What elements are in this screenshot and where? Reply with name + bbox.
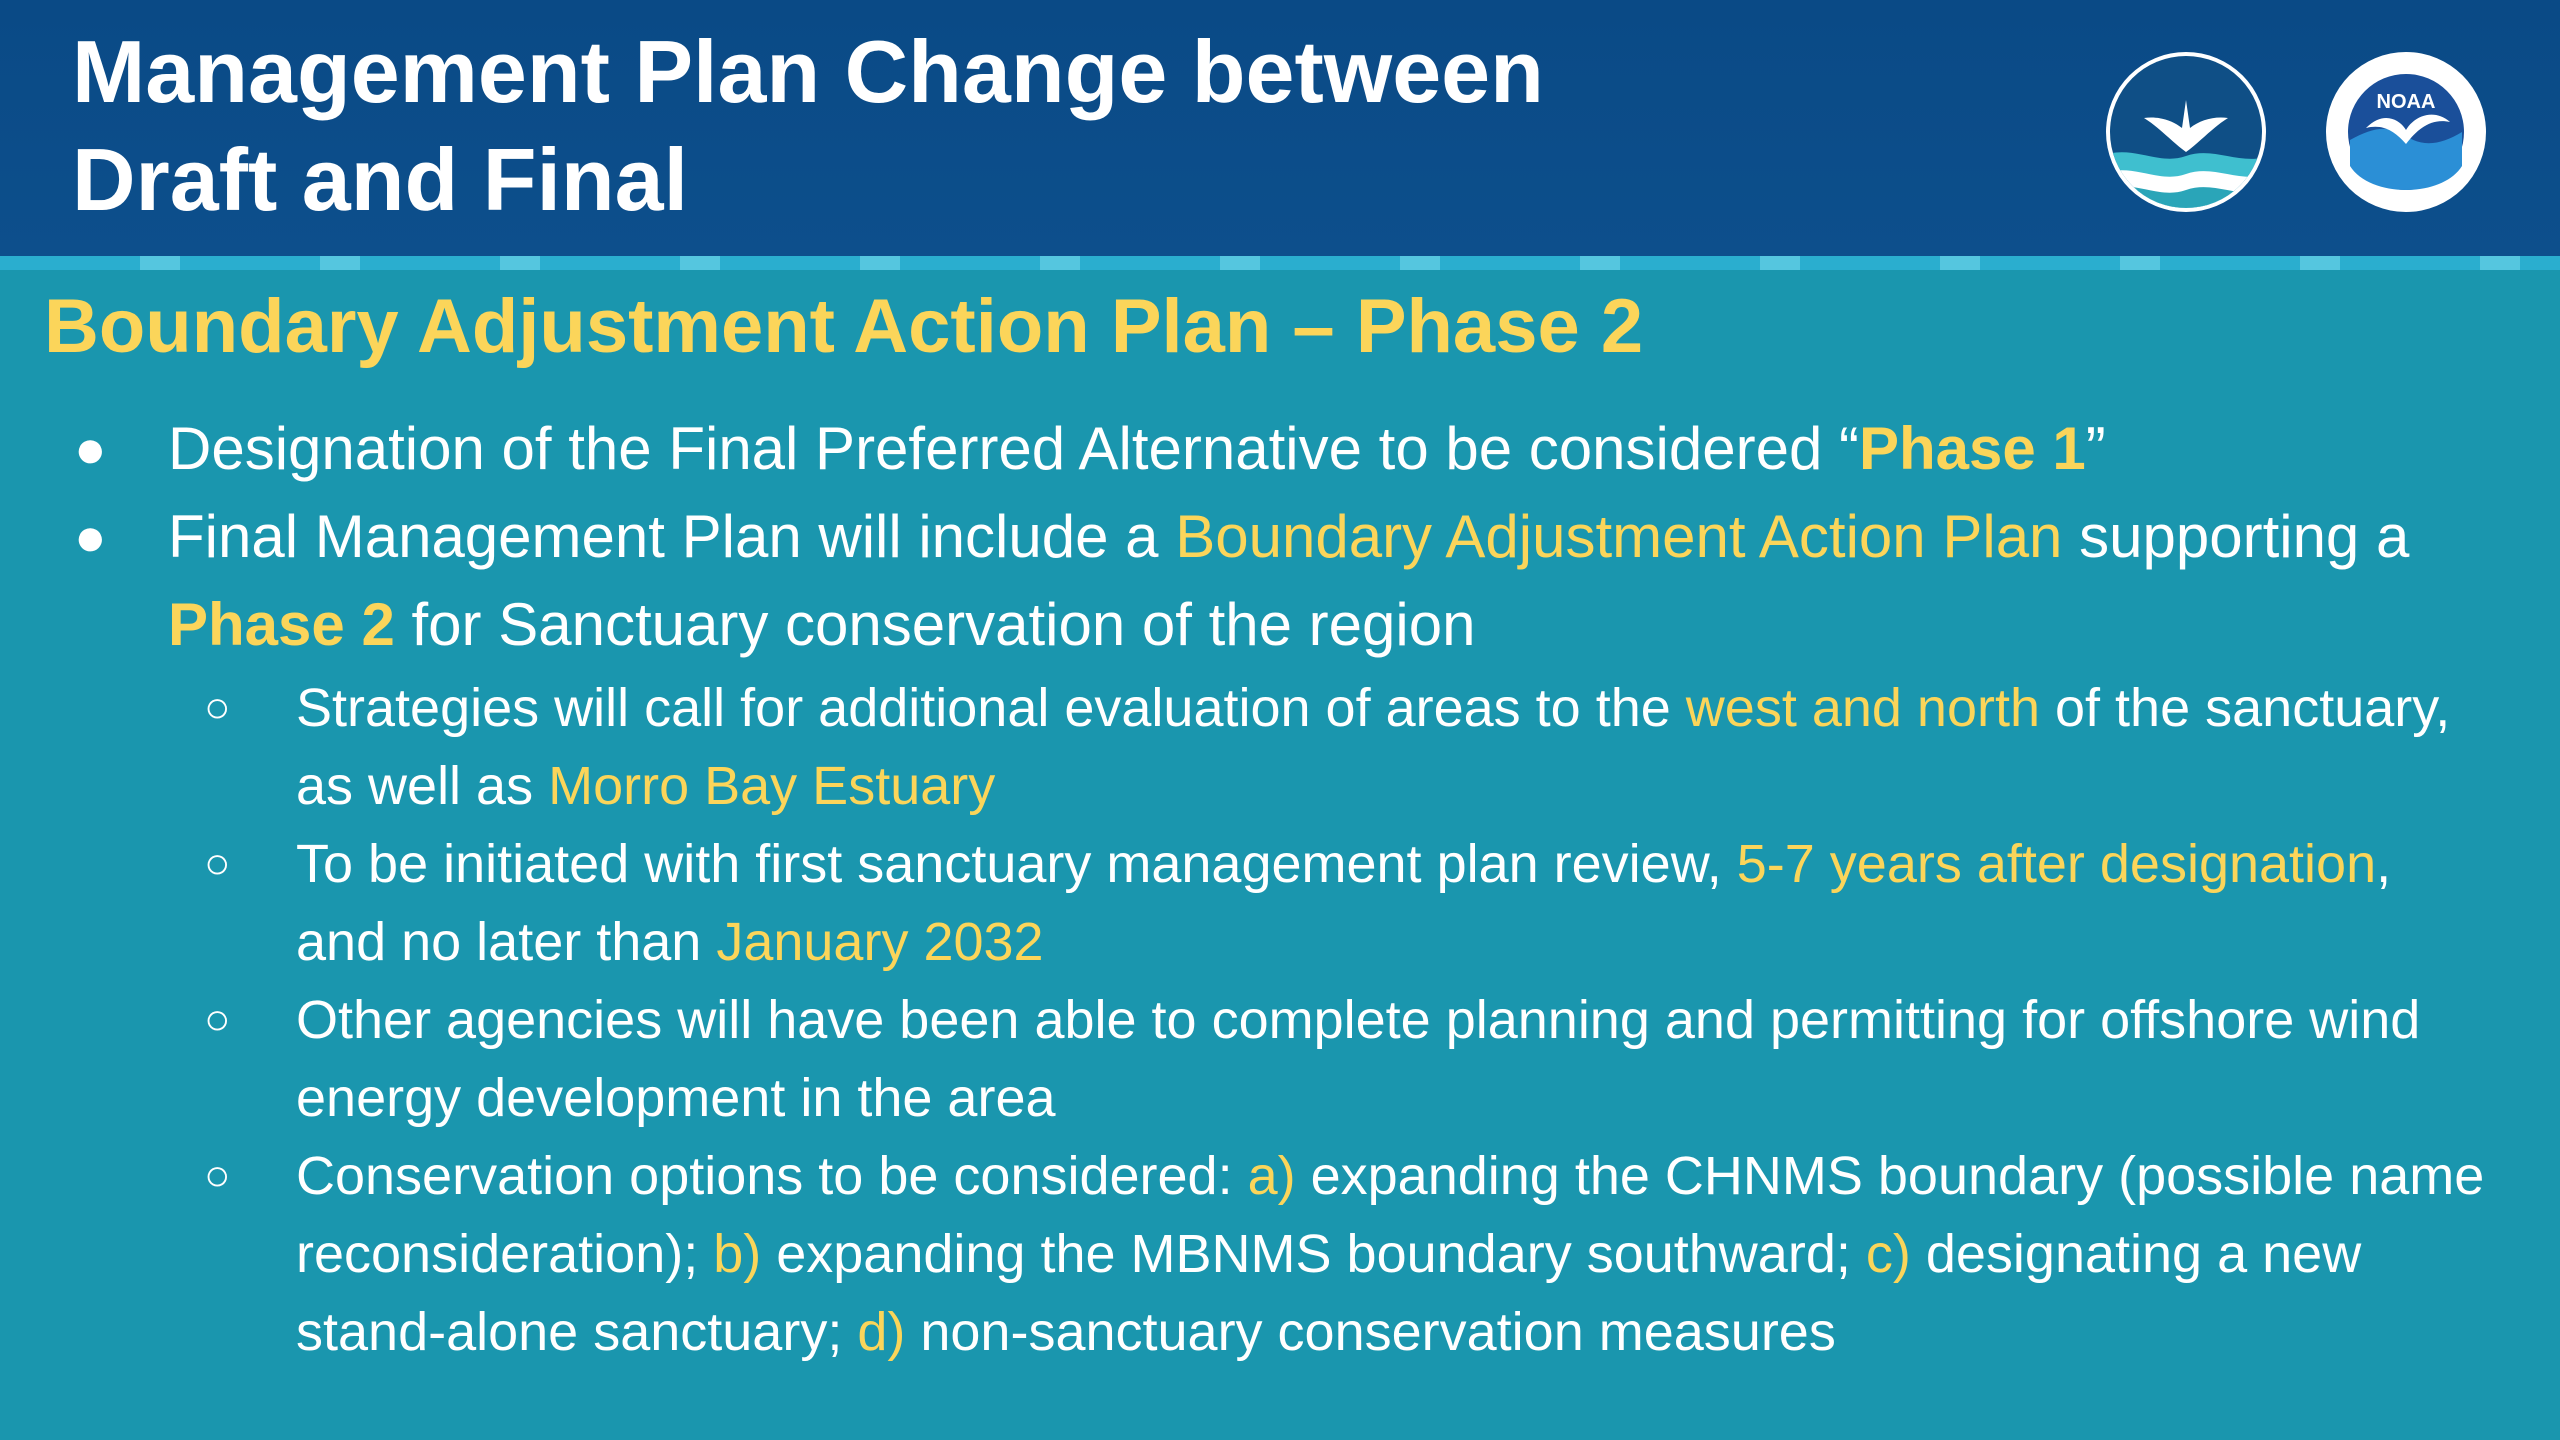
page-title-line2: Draft and Final <box>72 130 689 229</box>
sub-bullet-item: ○ Conservation options to be considered: a) expanding the CHNMS boundary (possible name reconsideration); b) expanding the MBNMS boundary southward; c) designating a new stand-alone sanctuary; d) non-sanctuary conservation measures <box>0 1137 2496 1371</box>
bullet-circle-icon: ○ <box>204 1151 231 1200</box>
page-title <box>72 18 1972 234</box>
bullet-item: ● Designation of the Final Preferred Alternative to be considered “Phase 1” <box>0 405 2428 493</box>
noaa-logo-text: NOAA <box>2376 91 2436 113</box>
header-bar <box>0 0 2560 256</box>
bullet-list <box>0 405 2560 1371</box>
sub-bullet-item: ○ To be initiated with first sanctuary management plan review, 5-7 years after designation, and no later than January 2032 <box>0 825 2496 981</box>
bullet-item: ● Final Management Plan will include a Boundary Adjustment Action Plan supporting a Phase 2 for Sanctuary conservation of the region <box>0 493 2428 669</box>
sub-bullet-item: ○ Other agencies will have been able to complete planning and permitting for offshore wind energy development in the area <box>0 981 2496 1137</box>
bullet-circle-icon: ○ <box>204 683 231 732</box>
page-title-line1: Management Plan Change between <box>72 22 1544 121</box>
bullet-circle-icon: ○ <box>204 839 231 888</box>
bullet-circle-icon: ○ <box>204 995 231 1044</box>
noaa-logo-icon <box>2322 48 2490 216</box>
onms-whale-tail-icon <box>2102 48 2270 216</box>
sub-bullet-item: ○ Strategies will call for additional evaluation of areas to the west and north of the sanctuary, as well as Morro Bay Estuary <box>0 669 2496 825</box>
header-stripe <box>0 256 2560 270</box>
section-title: Boundary Adjustment Action Plan – Phase 2 <box>44 284 1644 369</box>
bullet-dot-icon: ● <box>74 419 107 479</box>
bullet-dot-icon: ● <box>74 507 107 567</box>
